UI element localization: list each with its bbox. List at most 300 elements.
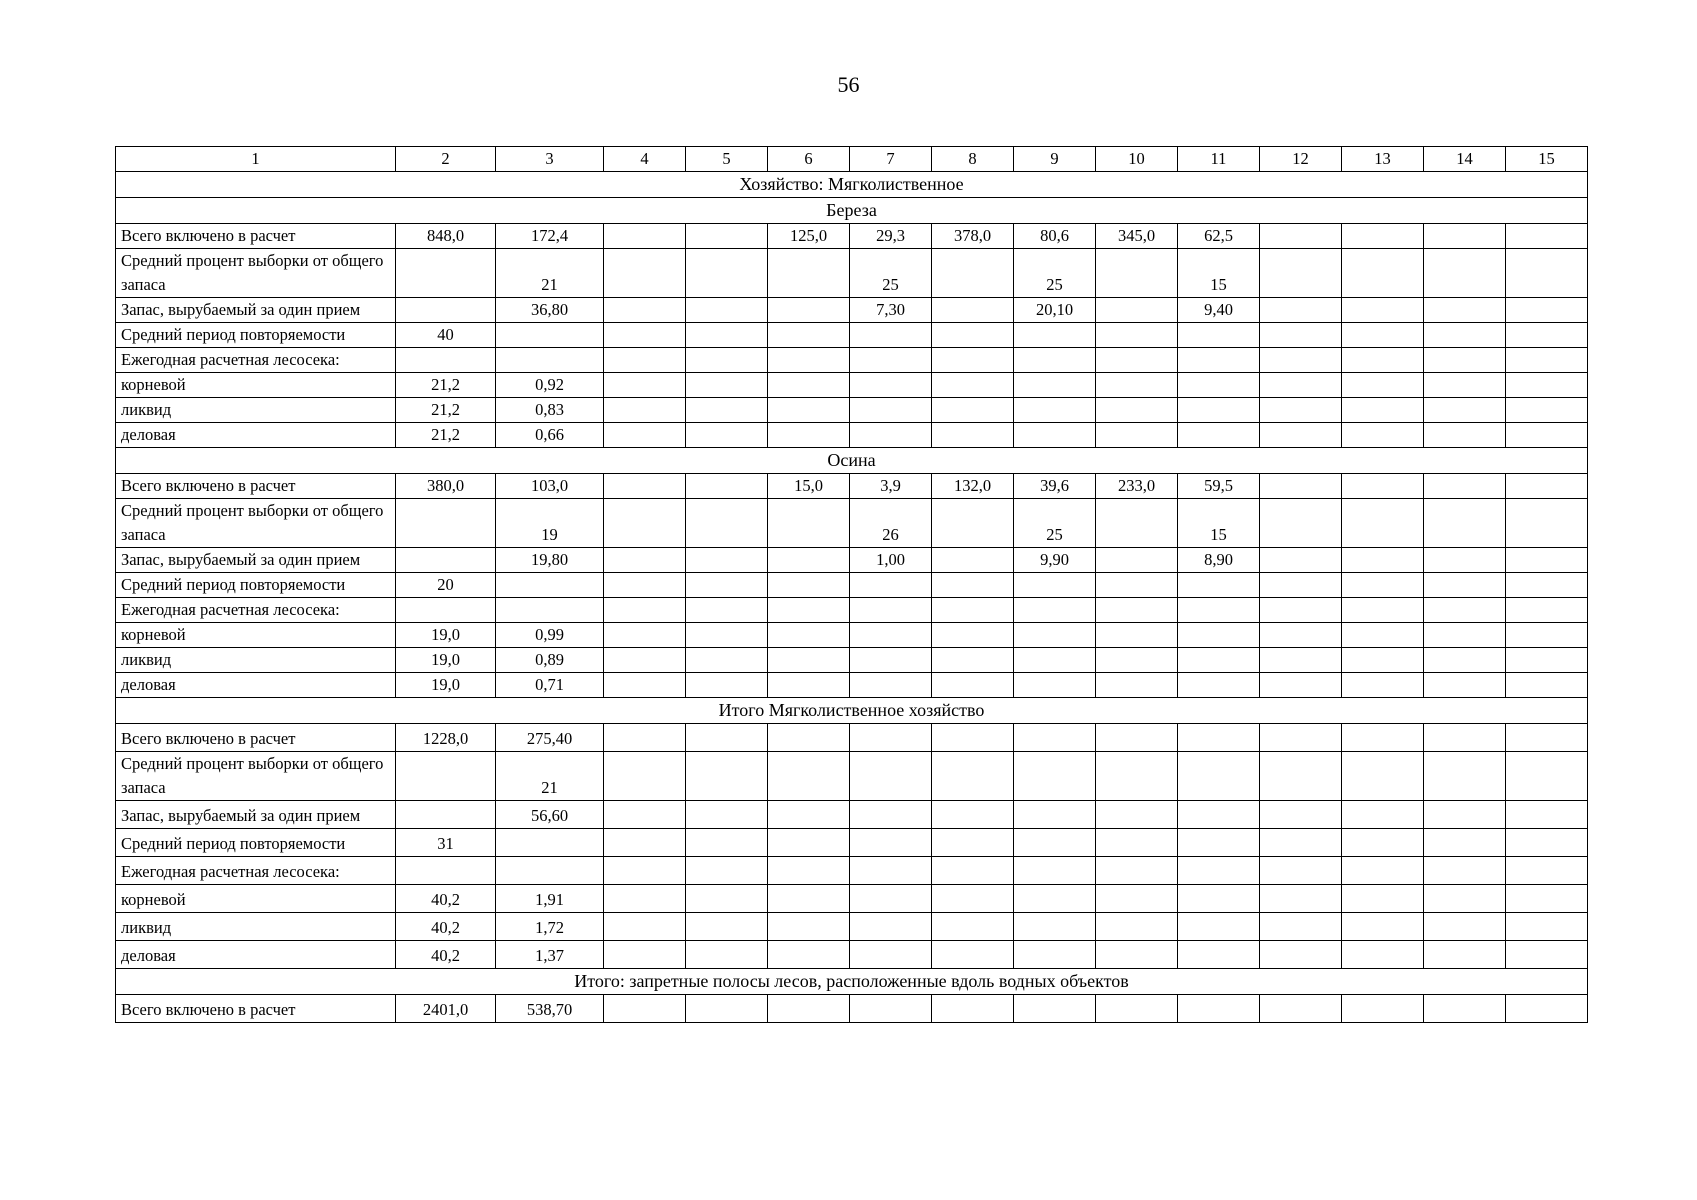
- column-number-header: 4: [604, 147, 686, 172]
- table-cell: [1014, 829, 1096, 857]
- table-cell: [1096, 829, 1178, 857]
- table-cell: [1424, 801, 1506, 829]
- table-cell: 1,91: [496, 885, 604, 913]
- table-cell: [768, 673, 850, 698]
- table-row: [116, 548, 1588, 573]
- table-cell: [1096, 573, 1178, 598]
- table-cell: [496, 573, 604, 598]
- row-label: Всего включено в расчет: [116, 474, 396, 499]
- table-cell: [1342, 323, 1424, 348]
- table-cell: [768, 801, 850, 829]
- table-cell: [1506, 885, 1588, 913]
- table-cell: [686, 941, 768, 969]
- table-cell: [932, 398, 1014, 423]
- column-number-header: 12: [1260, 147, 1342, 172]
- table-cell: [686, 995, 768, 1023]
- table-cell: [768, 885, 850, 913]
- table-cell: [768, 623, 850, 648]
- table-cell: [604, 573, 686, 598]
- table-cell: [768, 398, 850, 423]
- table-cell: [850, 598, 932, 623]
- table-cell: [768, 995, 850, 1023]
- table-cell: [686, 598, 768, 623]
- table-cell: [1506, 995, 1588, 1023]
- table-cell: [1424, 348, 1506, 373]
- table-cell: [396, 801, 496, 829]
- table-cell: [1014, 885, 1096, 913]
- table-cell: [932, 913, 1014, 941]
- table-cell: [1014, 348, 1096, 373]
- table-cell: 345,0: [1096, 224, 1178, 249]
- table-cell: [1424, 398, 1506, 423]
- table-cell: [768, 913, 850, 941]
- table-cell: 25: [850, 249, 932, 298]
- row-label: Всего включено в расчет: [116, 724, 396, 752]
- table-cell: [932, 857, 1014, 885]
- table-cell: 0,71: [496, 673, 604, 698]
- table-cell: [686, 474, 768, 499]
- table-cell: [604, 398, 686, 423]
- table-cell: [1260, 623, 1342, 648]
- table-cell: [604, 423, 686, 448]
- table-cell: [1342, 423, 1424, 448]
- table-cell: [1424, 423, 1506, 448]
- table-cell: 21,2: [396, 398, 496, 423]
- table-cell: [1014, 995, 1096, 1023]
- table-cell: [1506, 224, 1588, 249]
- table-cell: [1424, 323, 1506, 348]
- table-row: [116, 348, 1588, 373]
- table-cell: [1424, 598, 1506, 623]
- table-cell: [396, 499, 496, 548]
- table-cell: [1178, 323, 1260, 348]
- table-cell: [496, 598, 604, 623]
- table-cell: [1260, 857, 1342, 885]
- table-cell: 62,5: [1178, 224, 1260, 249]
- table-cell: 1,00: [850, 548, 932, 573]
- row-label: ликвид: [116, 648, 396, 673]
- row-label: Запас, вырубаемый за один прием: [116, 801, 396, 829]
- table-cell: [1506, 298, 1588, 323]
- table-cell: [686, 249, 768, 298]
- table-cell: [1096, 752, 1178, 801]
- table-cell: [850, 885, 932, 913]
- table-cell: [496, 323, 604, 348]
- column-number-header: 1: [116, 147, 396, 172]
- table-cell: [1506, 398, 1588, 423]
- table-row: [116, 913, 1588, 941]
- table-cell: [1342, 801, 1424, 829]
- table-cell: [1506, 752, 1588, 801]
- table-row: [116, 249, 1588, 298]
- table-cell: 125,0: [768, 224, 850, 249]
- table-cell: 59,5: [1178, 474, 1260, 499]
- table-cell: [1014, 941, 1096, 969]
- table-cell: [1260, 323, 1342, 348]
- table-row: [116, 801, 1588, 829]
- table-row: [116, 724, 1588, 752]
- table-cell: [1096, 995, 1178, 1023]
- table-cell: [396, 548, 496, 573]
- table-cell: 15: [1178, 249, 1260, 298]
- table-cell: [768, 598, 850, 623]
- table-cell: [1342, 548, 1424, 573]
- table-row: [116, 648, 1588, 673]
- table-cell: [1342, 623, 1424, 648]
- table-cell: [850, 398, 932, 423]
- table-cell: [1506, 499, 1588, 548]
- table-cell: 1228,0: [396, 724, 496, 752]
- table-cell: [932, 801, 1014, 829]
- table-cell: 19,0: [396, 648, 496, 673]
- column-number-header: 15: [1506, 147, 1588, 172]
- table-cell: [1260, 752, 1342, 801]
- table-cell: [604, 995, 686, 1023]
- table-cell: [1424, 573, 1506, 598]
- table-cell: [1342, 474, 1424, 499]
- table-cell: [604, 249, 686, 298]
- table-cell: [1424, 724, 1506, 752]
- table-cell: [1506, 348, 1588, 373]
- table-cell: [850, 373, 932, 398]
- table-cell: [604, 941, 686, 969]
- table-cell: [686, 573, 768, 598]
- table-cell: [932, 829, 1014, 857]
- table-cell: [396, 752, 496, 801]
- table-cell: [1014, 398, 1096, 423]
- table-cell: [1342, 224, 1424, 249]
- table-cell: 25: [1014, 249, 1096, 298]
- row-label: ликвид: [116, 398, 396, 423]
- table-cell: 56,60: [496, 801, 604, 829]
- table-cell: [1260, 373, 1342, 398]
- table-cell: [1424, 474, 1506, 499]
- table-cell: [1178, 573, 1260, 598]
- table-cell: [1260, 474, 1342, 499]
- table-row: [116, 598, 1588, 623]
- table-cell: [1014, 801, 1096, 829]
- table-cell: [1096, 673, 1178, 698]
- table-cell: [1342, 598, 1424, 623]
- table-cell: [1260, 499, 1342, 548]
- section-subheading-row: [116, 969, 1588, 995]
- table-row: [116, 857, 1588, 885]
- table-cell: [604, 673, 686, 698]
- table-cell: [1342, 941, 1424, 969]
- table-cell: [850, 724, 932, 752]
- table-cell: [1096, 398, 1178, 423]
- table-cell: 2401,0: [396, 995, 496, 1023]
- table-cell: [1424, 913, 1506, 941]
- table-cell: [1260, 913, 1342, 941]
- table-cell: [1424, 995, 1506, 1023]
- table-cell: [686, 673, 768, 698]
- table-cell: [1424, 623, 1506, 648]
- column-number-header: 2: [396, 147, 496, 172]
- table-cell: [686, 224, 768, 249]
- table-cell: [686, 724, 768, 752]
- table-cell: [1260, 648, 1342, 673]
- table-cell: [850, 829, 932, 857]
- table-cell: [686, 885, 768, 913]
- table-cell: [686, 548, 768, 573]
- table-cell: [1342, 249, 1424, 298]
- column-number-header: 10: [1096, 147, 1178, 172]
- table-cell: [1178, 423, 1260, 448]
- table-cell: 29,3: [850, 224, 932, 249]
- table-cell: [1424, 373, 1506, 398]
- table-cell: [496, 857, 604, 885]
- section-subheading-row: [116, 198, 1588, 224]
- table-cell: 275,40: [496, 724, 604, 752]
- table-cell: [1178, 348, 1260, 373]
- table-cell: [1096, 941, 1178, 969]
- table-cell: [768, 373, 850, 398]
- table-cell: [686, 752, 768, 801]
- table-cell: [1506, 913, 1588, 941]
- table-cell: [604, 598, 686, 623]
- table-cell: [396, 249, 496, 298]
- table-cell: [1014, 573, 1096, 598]
- table-cell: [1506, 829, 1588, 857]
- table-cell: [1260, 724, 1342, 752]
- table-cell: 31: [396, 829, 496, 857]
- table-cell: 36,80: [496, 298, 604, 323]
- table-cell: [850, 857, 932, 885]
- table-cell: 233,0: [1096, 474, 1178, 499]
- table-cell: 0,83: [496, 398, 604, 423]
- table-cell: [1506, 724, 1588, 752]
- table-cell: [396, 298, 496, 323]
- table-cell: 25: [1014, 499, 1096, 548]
- row-label: Всего включено в расчет: [116, 224, 396, 249]
- table-cell: 0,89: [496, 648, 604, 673]
- row-label: Средний процент выборки от общего запаса: [116, 499, 396, 548]
- table-cell: [686, 323, 768, 348]
- table-cell: [1424, 885, 1506, 913]
- table-cell: [1506, 941, 1588, 969]
- table-cell: [1260, 995, 1342, 1023]
- table-cell: [1260, 573, 1342, 598]
- table-cell: [1096, 373, 1178, 398]
- table-cell: [1096, 548, 1178, 573]
- table-cell: [1506, 673, 1588, 698]
- table-cell: [932, 598, 1014, 623]
- table-cell: 538,70: [496, 995, 604, 1023]
- table-row: [116, 673, 1588, 698]
- table-cell: [686, 801, 768, 829]
- table-cell: [1424, 499, 1506, 548]
- table-cell: [932, 648, 1014, 673]
- table-cell: [1096, 598, 1178, 623]
- table-row: [116, 224, 1588, 249]
- table-cell: [1014, 648, 1096, 673]
- table-row: [116, 573, 1588, 598]
- table-cell: [1178, 829, 1260, 857]
- column-number-header: 6: [768, 147, 850, 172]
- table-cell: [932, 249, 1014, 298]
- table-cell: 103,0: [496, 474, 604, 499]
- table-cell: 1,37: [496, 941, 604, 969]
- table-cell: [932, 995, 1014, 1023]
- table-cell: [932, 752, 1014, 801]
- table-cell: [604, 752, 686, 801]
- table-cell: [686, 373, 768, 398]
- table-cell: [1506, 373, 1588, 398]
- table-cell: [850, 995, 932, 1023]
- table-cell: 3,9: [850, 474, 932, 499]
- table-cell: 21: [496, 752, 604, 801]
- column-number-header: 8: [932, 147, 1014, 172]
- table-cell: [768, 423, 850, 448]
- table-cell: 40,2: [396, 913, 496, 941]
- table-cell: [1178, 995, 1260, 1023]
- table-cell: [1096, 913, 1178, 941]
- table-cell: [932, 573, 1014, 598]
- table-cell: [768, 724, 850, 752]
- table-cell: [686, 348, 768, 373]
- table-cell: [1342, 398, 1424, 423]
- table-cell: [768, 548, 850, 573]
- section-heading: Хозяйство: Мягколиственное: [116, 172, 1588, 198]
- table-cell: [1178, 801, 1260, 829]
- table-cell: [604, 224, 686, 249]
- row-label: Средний период повторяемости: [116, 323, 396, 348]
- table-cell: [932, 499, 1014, 548]
- table-cell: 15,0: [768, 474, 850, 499]
- table-cell: [604, 373, 686, 398]
- table-row: [116, 423, 1588, 448]
- table-cell: [1260, 249, 1342, 298]
- table-cell: [1178, 623, 1260, 648]
- table-cell: [1260, 423, 1342, 448]
- table-cell: [1014, 598, 1096, 623]
- table-cell: [932, 298, 1014, 323]
- table-cell: 40,2: [396, 941, 496, 969]
- column-number-header: 14: [1424, 147, 1506, 172]
- table-cell: [686, 648, 768, 673]
- table-cell: [1506, 623, 1588, 648]
- table-cell: 8,90: [1178, 548, 1260, 573]
- table-cell: [768, 752, 850, 801]
- table-cell: [1096, 348, 1178, 373]
- table-cell: [850, 752, 932, 801]
- table-row: [116, 323, 1588, 348]
- section-subheading: Итого Мягколиственное хозяйство: [116, 698, 1588, 724]
- table-cell: [1014, 423, 1096, 448]
- table-cell: [1424, 298, 1506, 323]
- table-cell: [768, 499, 850, 548]
- row-label: Ежегодная расчетная лесосека:: [116, 598, 396, 623]
- table-cell: [604, 499, 686, 548]
- section-subheading-row: [116, 698, 1588, 724]
- table-cell: [686, 857, 768, 885]
- table-cell: [396, 598, 496, 623]
- row-label: Средний период повторяемости: [116, 573, 396, 598]
- table-cell: [1260, 829, 1342, 857]
- table-cell: [1342, 648, 1424, 673]
- table-cell: [1424, 673, 1506, 698]
- section-subheading-row: [116, 448, 1588, 474]
- table-cell: [686, 623, 768, 648]
- table-cell: [850, 941, 932, 969]
- table-cell: 15: [1178, 499, 1260, 548]
- table-cell: 0,66: [496, 423, 604, 448]
- row-label: деловая: [116, 423, 396, 448]
- table-cell: [1342, 724, 1424, 752]
- table-cell: [1260, 398, 1342, 423]
- table-row: [116, 499, 1588, 548]
- table-cell: [1342, 995, 1424, 1023]
- table-cell: [604, 648, 686, 673]
- table-cell: [604, 801, 686, 829]
- table-cell: [850, 323, 932, 348]
- table-cell: [1260, 801, 1342, 829]
- table-cell: [768, 648, 850, 673]
- table-cell: [1342, 752, 1424, 801]
- table-cell: [850, 623, 932, 648]
- table-row: [116, 829, 1588, 857]
- table-cell: [1424, 752, 1506, 801]
- table-cell: [604, 829, 686, 857]
- table-row: [116, 373, 1588, 398]
- table-cell: [1506, 801, 1588, 829]
- table-cell: [1178, 913, 1260, 941]
- table-cell: [768, 941, 850, 969]
- table-cell: [932, 548, 1014, 573]
- table-cell: [604, 885, 686, 913]
- table-row: [116, 885, 1588, 913]
- column-number-row: [116, 147, 1588, 172]
- table-cell: [932, 724, 1014, 752]
- table-cell: 80,6: [1014, 224, 1096, 249]
- table-cell: [1096, 648, 1178, 673]
- table-cell: 9,40: [1178, 298, 1260, 323]
- table-cell: [850, 423, 932, 448]
- table-cell: [1424, 548, 1506, 573]
- table-cell: [1260, 298, 1342, 323]
- table-cell: [768, 348, 850, 373]
- table-cell: [1014, 673, 1096, 698]
- table-row: [116, 623, 1588, 648]
- table-cell: 39,6: [1014, 474, 1096, 499]
- table-cell: [1506, 474, 1588, 499]
- table-cell: 21,2: [396, 373, 496, 398]
- column-number-header: 11: [1178, 147, 1260, 172]
- table-cell: [1178, 941, 1260, 969]
- table-cell: [1014, 913, 1096, 941]
- table-cell: [768, 573, 850, 598]
- table-cell: [1342, 573, 1424, 598]
- table-cell: 19,0: [396, 673, 496, 698]
- table-cell: [1014, 724, 1096, 752]
- table-cell: 378,0: [932, 224, 1014, 249]
- table-cell: [604, 298, 686, 323]
- table-cell: 20,10: [1014, 298, 1096, 323]
- row-label: Запас, вырубаемый за один прием: [116, 298, 396, 323]
- table-cell: [1014, 623, 1096, 648]
- table-cell: [1424, 224, 1506, 249]
- table-cell: [1260, 941, 1342, 969]
- table-cell: [1096, 499, 1178, 548]
- table-cell: [1342, 857, 1424, 885]
- table-cell: [1506, 423, 1588, 448]
- table-cell: 9,90: [1014, 548, 1096, 573]
- column-number-header: 9: [1014, 147, 1096, 172]
- table-cell: [1424, 857, 1506, 885]
- column-number-header: 7: [850, 147, 932, 172]
- table-cell: [1178, 648, 1260, 673]
